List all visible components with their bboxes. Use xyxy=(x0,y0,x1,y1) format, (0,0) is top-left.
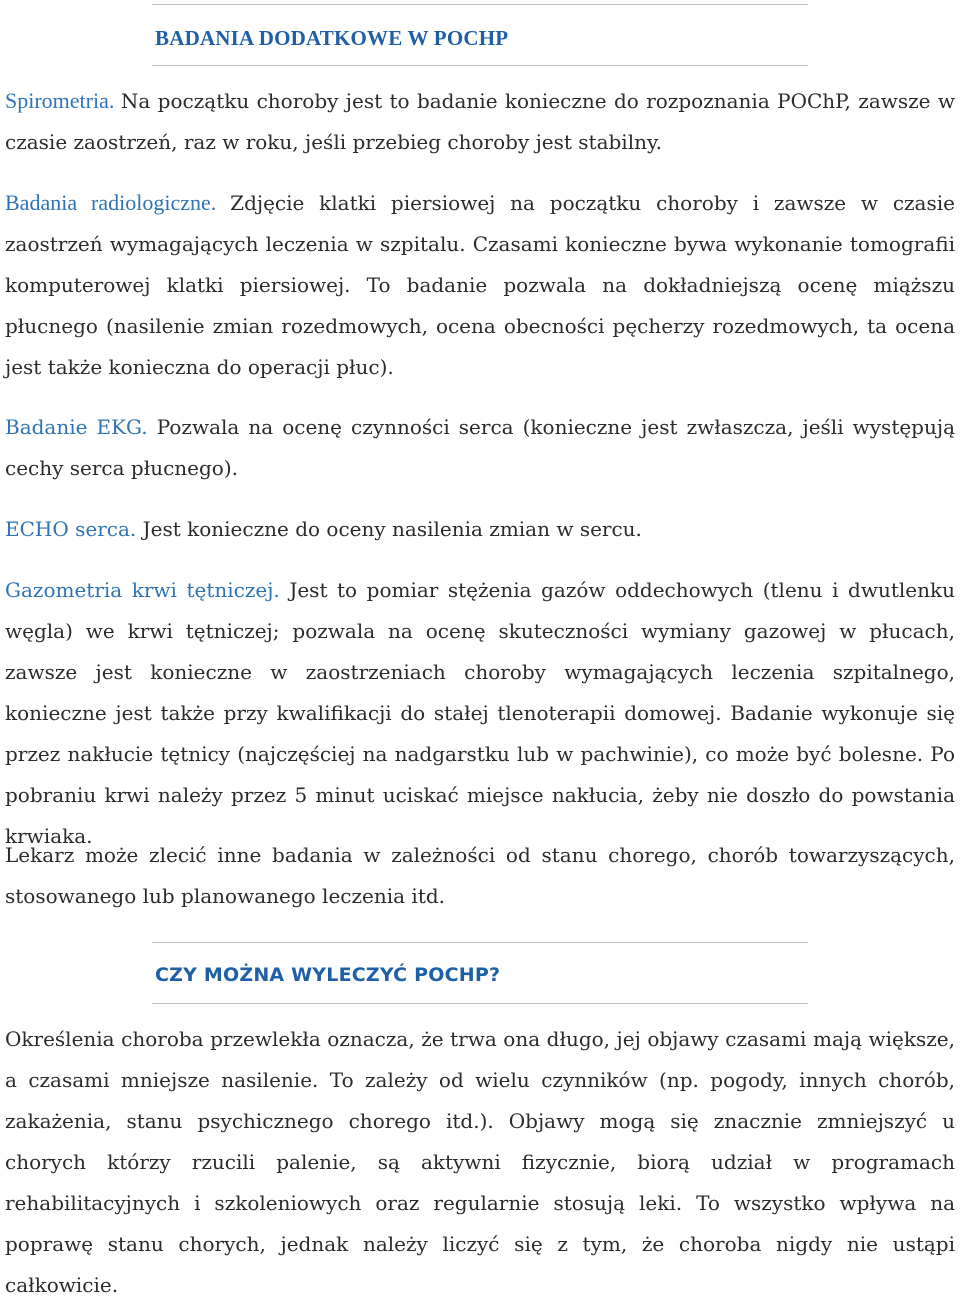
paragraph-text: Na początku choroby jest to badanie konieczne do rozpoznania POChP, zawsze w czasie zaostrzeń, raz w roku, jeśli przebieg choroby jest stabilny. xyxy=(5,89,955,154)
paragraph-ekg xyxy=(5,407,955,489)
paragraph-text: Zdjęcie klatki piersiowej na początku choroby i zawsze w czasie zaostrzeń wymagających leczenia w szpitalu. Czasami konieczne bywa wykonanie tomografii komputerowej klatki piersiowej. To badanie pozwala na dokładniejszą ocenę miąższu płucnego (nasilenie zmian rozedmowych, ocena obecności pęcherzy rozedmowych, ta ocena jest także konieczna do operacji płuc). xyxy=(5,191,955,379)
paragraph-przewlekla xyxy=(5,1019,955,1306)
heading-rule-bottom xyxy=(152,65,808,66)
term-radiologia: Badania radiologiczne. xyxy=(5,190,231,215)
paragraph-radiologia xyxy=(5,182,955,388)
heading-rule-top xyxy=(152,942,808,943)
heading-rule-bottom xyxy=(152,1003,808,1004)
paragraph-gazometria xyxy=(5,570,955,857)
section-heading-badania: BADANIA DODATKOWE W POCHP xyxy=(155,26,509,50)
paragraph-text: Pozwala na ocenę czynności serca (konieczne jest zwłaszcza, jeśli występują cechy serca płucnego). xyxy=(5,415,955,480)
paragraph-lekarz xyxy=(5,835,955,917)
term-echo: ECHO serca. xyxy=(5,517,143,541)
term-spirometria: Spirometria. xyxy=(5,88,121,113)
term-ekg: Badanie EKG. xyxy=(5,415,157,439)
term-gazometria: Gazometria krwi tętniczej. xyxy=(5,578,290,602)
paragraph-echo xyxy=(5,509,955,550)
paragraph-spirometria xyxy=(5,80,955,163)
section-heading-wyleczenie: CZY MOŻNA WYLECZYĆ POCHP? xyxy=(155,964,501,986)
heading-rule-top xyxy=(152,4,808,5)
paragraph-text: Określenia choroba przewlekła oznacza, że trwa ona długo, jej objawy czasami mają większe, a czasami mniejsze nasilenie. To zależy od wielu czynników (np. pogody, innych chorób, zakażenia, stanu psychicznego chorego itd.). Objawy mogą się znacznie zmniejszyć u chorych którzy rzucili palenie, są aktywni fizycznie, biorą udział w programach rehabilitacyjnych i szkoleniowych oraz regularnie stosują leki. To wszystko wpływa na poprawę stanu chorych, jednak należy liczyć się z tym, że choroba nigdy nie ustąpi całkowicie. xyxy=(5,1027,955,1297)
paragraph-text: Jest konieczne do oceny nasilenia zmian w sercu. xyxy=(142,517,642,541)
paragraph-text: Jest to pomiar stężenia gazów oddechowych (tlenu i dwutlenku węgla) we krwi tętniczej; pozwala na ocenę skuteczności wymiany gazowej w płucach, zawsze jest konieczne w zaostrzeniach choroby wymagających leczenia szpitalnego, konieczne jest także przy kwalifikacji do stałej tlenoterapii domowej. Badanie wykonuje się przez nakłucie tętnicy (najczęściej na nadgarstku lub w pachwinie), co może być bolesne. Po pobraniu krwi należy przez 5 minut uciskać miejsce nakłucia, żeby nie doszło do powstania krwiaka. xyxy=(5,578,955,848)
paragraph-text: Lekarz może zlecić inne badania w zależności od stanu chorego, chorób towarzyszących, stosowanego lub planowanego leczenia itd. xyxy=(5,843,955,908)
